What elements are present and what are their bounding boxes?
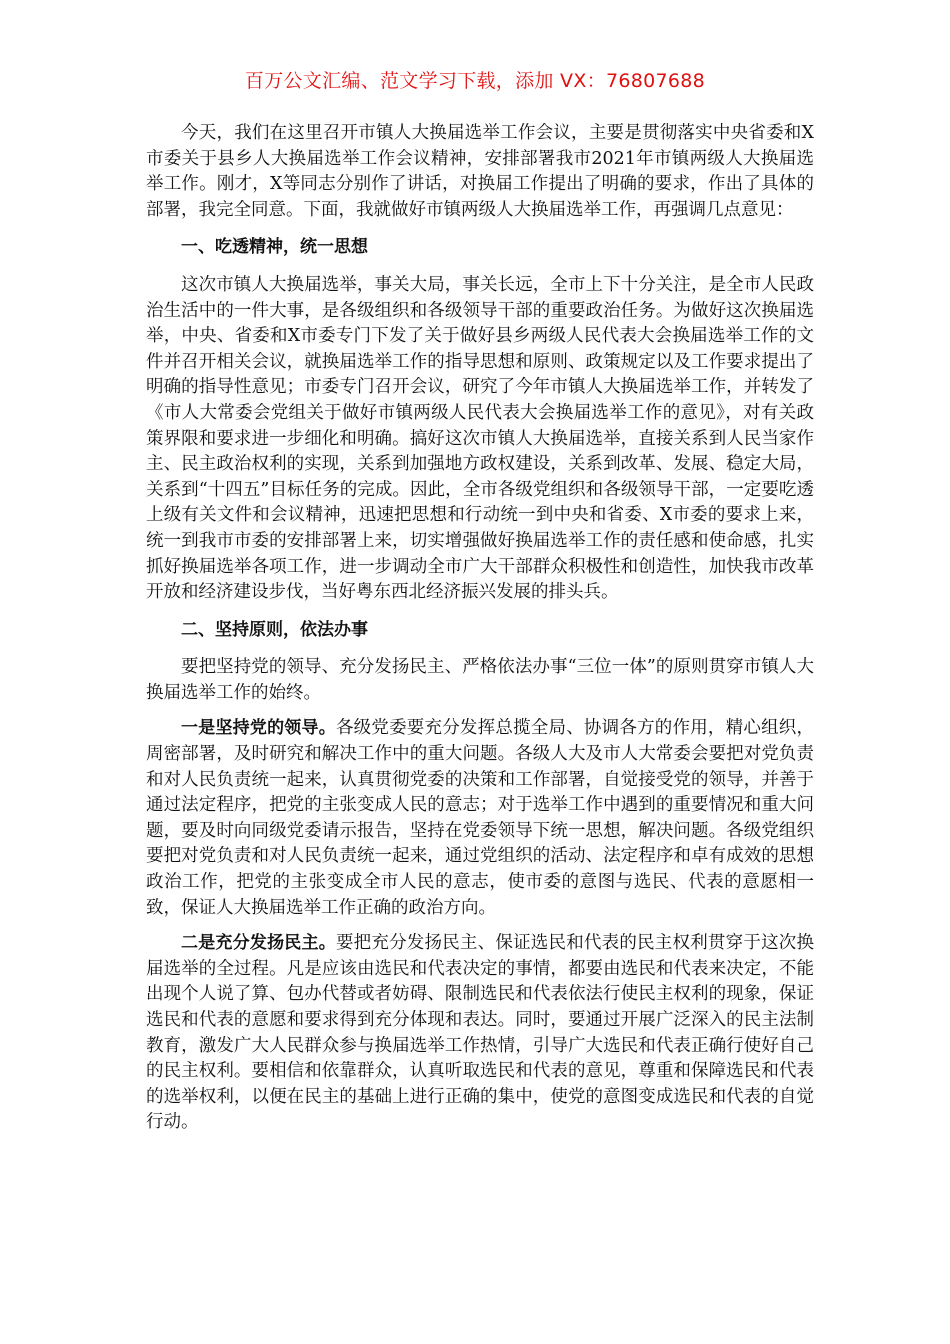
section-1-paragraph: 这次市镇人大换届选举，事关大局，事关长远，全市上下十分关注，是全市人民政治生活中的一件大事，是各级组织和各级领导干部的重要政治任务。为做好这次换届选举，中央、省委和X市委专门下发了关于做好县乡两级人民代表大会换届选举工作的文件并召开相关会议，就换届选举工作的指导思想和原则、政策规定以及工作要求提出了明确的指导性意见；市委专门召开会议，研究了今年市镇人大换届选举工作，并转发了《市人大常委会党组关于做好市镇两级人民代表大会换届选举工作的意见》，对有关政策界限和要求进一步细化和明确。搞好这次市镇人大换届选举，直接关系到人民当家作主、民主政治权利的实现，关系到加强地方政权建设，关系到改革、发展、稳定大局，关系到“十四五”目标任务的完成。因此，全市各级党组织和各级领导干部，一定要吃透上级有关文件和会议精神，迅速把思想和行动统一到中央和省委、X市委的要求上来，统一到我市市委的安排部署上来，切实增强做好换届选举工作的责任感和使命感，扎实抓好换届选举各项工作，进一步调动全市广大干部群众积极性和创造性，加快我市改革开放和经济建设步伐，当好粤东西北经济振兴发展的排头兵。 bbox=[146, 274, 814, 603]
section-2-heading: 二、坚持原则，依法办事 bbox=[181, 619, 368, 640]
point-1-paragraph bbox=[146, 716, 814, 921]
point-2-lead: 二是充分发扬民主。 bbox=[181, 933, 336, 954]
point-1-lead: 一是坚持党的领导。 bbox=[181, 718, 336, 739]
section-2-intro-paragraph: 要把坚持党的领导、充分发扬民主、严格依法办事“三位一体”的原则贯穿市镇人大换届选举工作的始终。 bbox=[146, 657, 814, 703]
promo-banner: 百万公文汇编、范文学习下载，添加 VX：76807688 bbox=[244, 70, 706, 92]
document-body bbox=[146, 121, 814, 1136]
intro-paragraph: 今天，我们在这里召开市镇人大换届选举工作会议，主要是贯彻落实中央省委和X市委关于县乡人大换届选举工作会议精神，安排部署我市2021年市镇两级人大换届选举工作。刚才，X等同志分别作了讲话，对换届工作提出了明确的要求，作出了具体的部署，我完全同意。下面，我就做好市镇两级人大换届选举工作，再强调几点意见： bbox=[146, 123, 814, 220]
section-1-heading: 一、吃透精神，统一思想 bbox=[181, 237, 368, 258]
point-1-text: 各级党委要充分发挥总揽全局、协调各方的作用，精心组织，周密部署，及时研究和解决工作中的重大问题。各级人大及市人大常委会要把对党负责和对人民负责统一起来，认真贯彻党委的决策和工作部署，自觉接受党的领导，并善于通过法定程序，把党的主张变成人民的意志；对于选举工作中遇到的重要情况和重大问题，要及时向同级党委请示报告，坚持在党委领导下统一思想，解决问题。各级党组织要把对党负责和对人民负责统一起来，通过党组织的活动、法定程序和卓有成效的思想政治工作，把党的主张变成全市人民的意志，使市委的意图与选民、代表的意愿相一致，保证人大换届选举工作正确的政治方向。 bbox=[146, 718, 815, 918]
point-2-text: 要把充分发扬民主、保证选民和代表的民主权利贯穿于这次换届选举的全过程。凡是应该由选民和代表决定的事情，都要由选民和代表来决定，不能出现个人说了算、包办代替或者妨碍、限制选民和代表依法行使民主权利的现象，保证选民和代表的意愿和要求得到充分体现和表达。同时，要通过开展广泛深入的民主法制教育，激发广大人民群众参与换届选举工作热情，引导广大选民和代表正确行使好自己的民主权利。要相信和依靠群众，认真听取选民和代表的意见，尊重和保障选民和代表的选举权利，以便在民主的基础上进行正确的集中，使党的意图变成选民和代表的自觉行动。 bbox=[146, 933, 815, 1133]
point-2-paragraph bbox=[146, 931, 814, 1136]
